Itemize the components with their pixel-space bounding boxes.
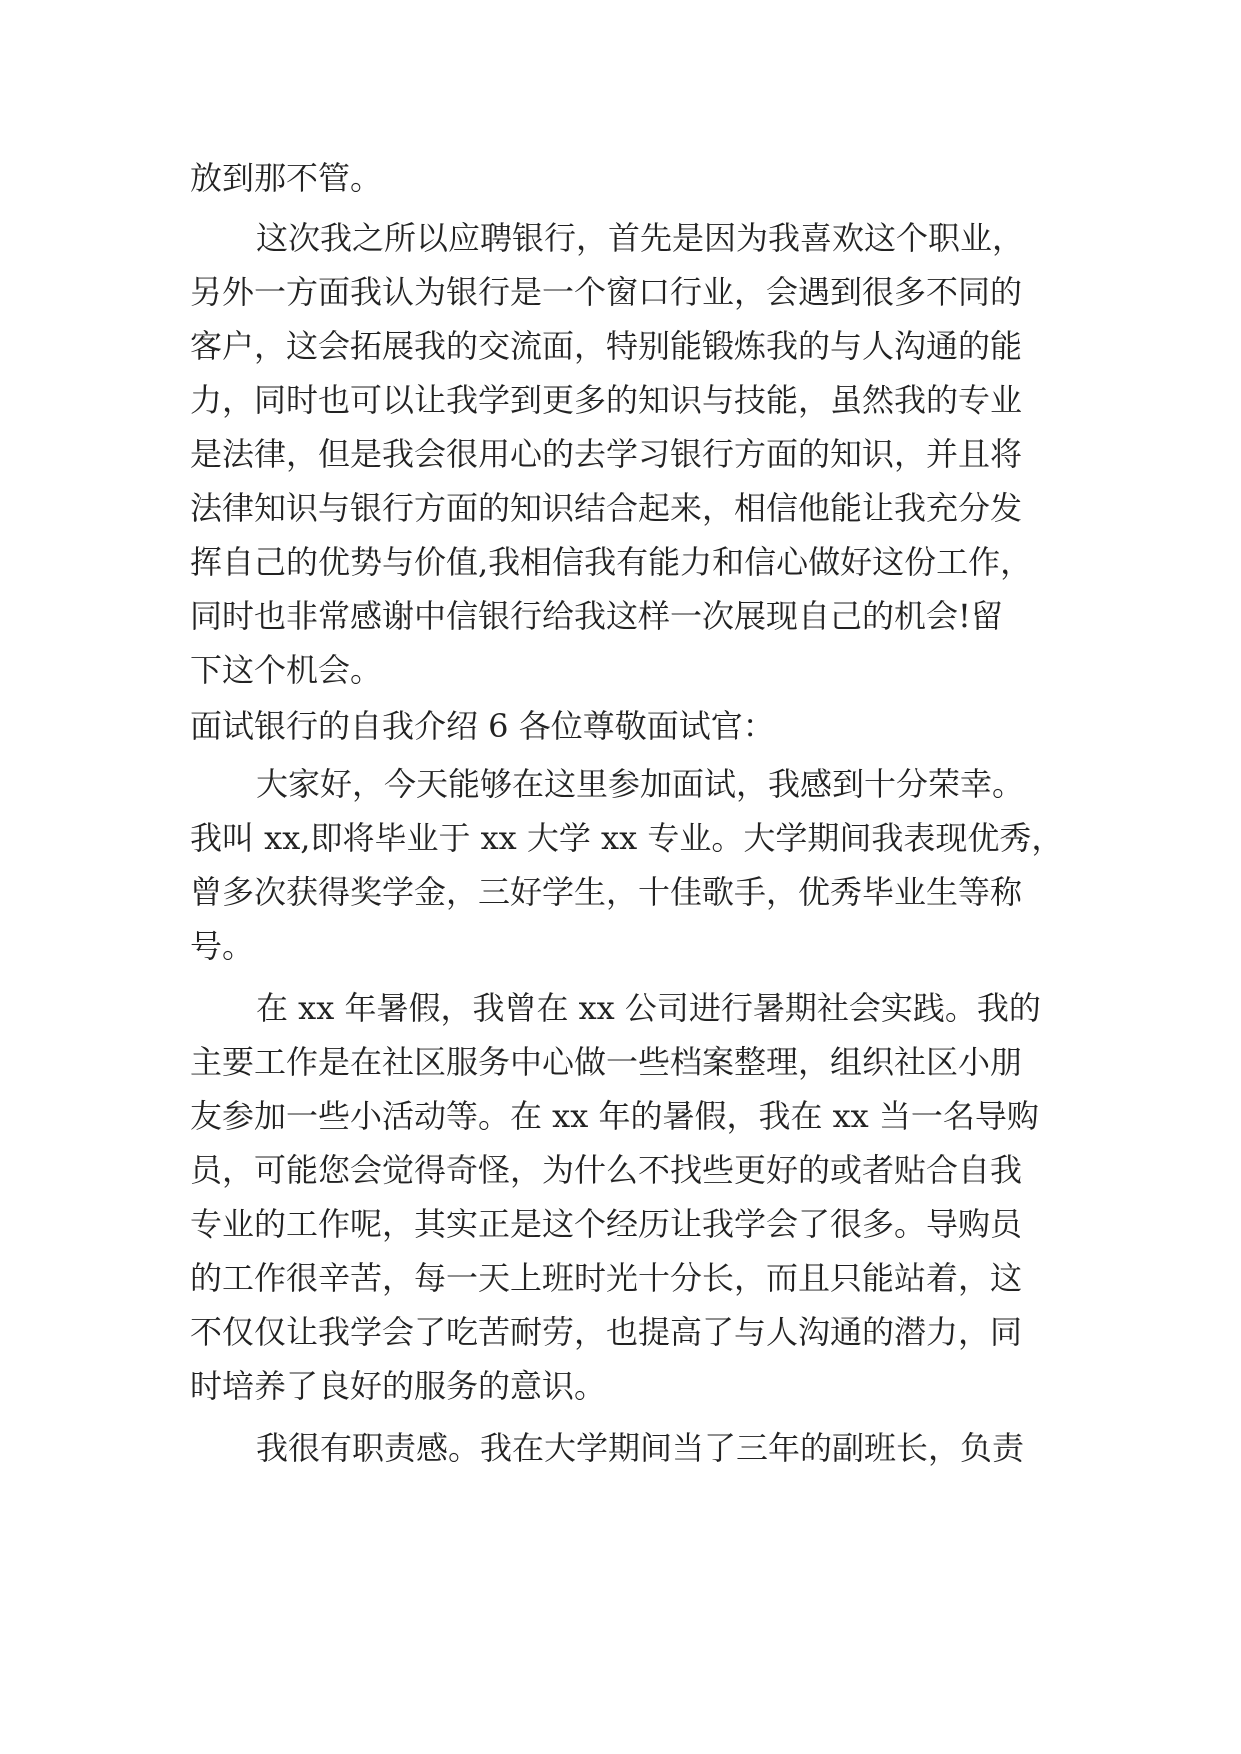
text-line: 主要工作是在社区服务中心做一些档案整理，组织社区小朋 bbox=[190, 1043, 1023, 1081]
text-line: 客户，这会拓展我的交流面，特别能锻炼我的与人沟通的能 bbox=[190, 327, 1023, 365]
text-line: 友参加一些小活动等。在 xx 年的暑假，我在 xx 当一名导购 bbox=[190, 1097, 1039, 1135]
text-line: 另外一方面我认为银行是一个窗口行业，会遇到很多不同的 bbox=[190, 273, 1023, 311]
paragraph-first-line: 在 xx 年暑假，我曾在 xx 公司进行暑期社会实践。我的 bbox=[256, 989, 1041, 1027]
text-line: 是法律，但是我会很用心的去学习银行方面的知识，并且将 bbox=[190, 435, 1023, 473]
text-line: 不仅仅让我学会了吃苦耐劳，也提高了与人沟通的潜力，同 bbox=[190, 1313, 1023, 1351]
text-line: 号。 bbox=[190, 927, 255, 965]
paragraph-first-line: 这次我之所以应聘银行，首先是因为我喜欢这个职业， bbox=[256, 219, 1025, 257]
text-line: 我叫 xx,即将毕业于 xx 大学 xx 专业。大学期间我表现优秀， bbox=[190, 819, 1064, 857]
text-line: 的工作很辛苦，每一天上班时光十分长，而且只能站着，这 bbox=[190, 1259, 1023, 1297]
text-line: 曾多次获得奖学金，三好学生，十佳歌手，优秀毕业生等称 bbox=[190, 873, 1023, 911]
text-line: 员，可能您会觉得奇怪，为什么不找些更好的或者贴合自我 bbox=[190, 1151, 1023, 1189]
section-heading: 面试银行的自我介绍 6 各位尊敬面试官： bbox=[190, 707, 775, 745]
paragraph-first-line: 大家好，今天能够在这里参加面试，我感到十分荣幸。 bbox=[256, 765, 1025, 803]
text-line: 放到那不管。 bbox=[190, 159, 383, 197]
paragraph-first-line: 我很有职责感。我在大学期间当了三年的副班长，负责 bbox=[256, 1429, 1025, 1467]
text-line: 法律知识与银行方面的知识结合起来，相信他能让我充分发 bbox=[190, 489, 1023, 527]
text-line: 挥自己的优势与价值,我相信我有能力和信心做好这份工作， bbox=[190, 543, 1033, 581]
text-line: 力，同时也可以让我学到更多的知识与技能，虽然我的专业 bbox=[190, 381, 1023, 419]
text-line: 时培养了良好的服务的意识。 bbox=[190, 1367, 607, 1405]
text-line: 同时也非常感谢中信银行给我这样一次展现自己的机会!留 bbox=[190, 597, 1003, 635]
text-line: 下这个机会。 bbox=[190, 651, 383, 689]
text-line: 专业的工作呢，其实正是这个经历让我学会了很多。导购员 bbox=[190, 1205, 1023, 1243]
